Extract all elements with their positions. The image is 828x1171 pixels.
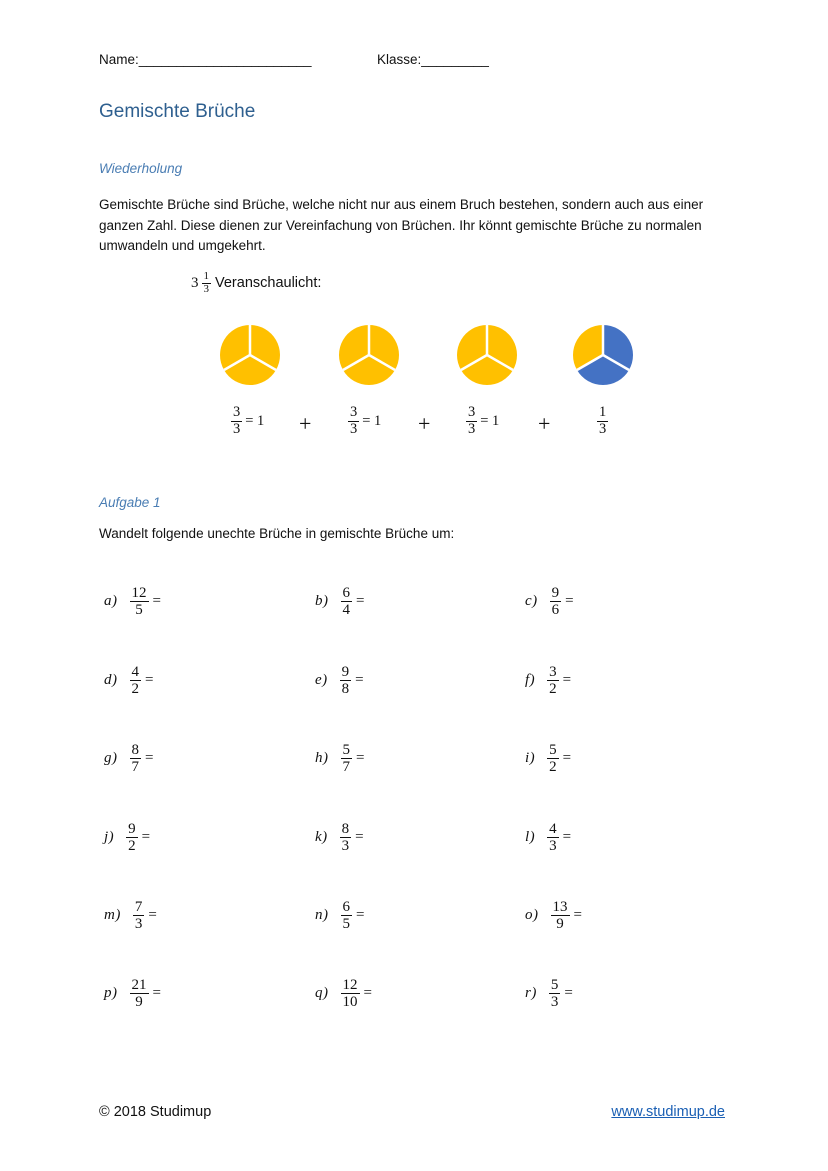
exercise-fraction	[341, 899, 353, 932]
exercise-fraction	[133, 899, 145, 932]
exercise-fraction	[547, 664, 559, 697]
circle-1-numerator: 3	[233, 404, 241, 420]
equals-sign: =	[152, 593, 161, 610]
equals-sign: =	[145, 672, 154, 689]
exercise-item	[315, 977, 372, 1010]
exercise-numerator: 4	[131, 664, 139, 680]
exercise-numerator: 8	[131, 742, 139, 758]
exercise-fraction	[130, 977, 149, 1010]
exercise-label: j)	[104, 829, 115, 846]
exercise-numerator: 5	[342, 742, 350, 758]
review-heading: Wiederholung	[99, 161, 183, 176]
exercise-label: h)	[315, 750, 329, 767]
exercise-fraction	[130, 585, 149, 618]
exercise-denominator: 10	[342, 994, 358, 1011]
exercise-numerator: 7	[134, 899, 143, 915]
circle-4-denominator: 3	[599, 420, 607, 437]
exercise-label: p)	[104, 985, 118, 1002]
page-title: Gemischte Brüche	[99, 101, 256, 122]
equals-sign: =	[356, 907, 365, 924]
example-denominator: 3	[203, 282, 209, 295]
circle-fraction-4	[594, 405, 611, 437]
exercise-label: b)	[315, 593, 329, 610]
equals-sign: =	[355, 829, 364, 846]
exercise-item	[525, 664, 571, 697]
exercise-denominator: 9	[135, 994, 143, 1011]
equals-sign: =	[564, 985, 573, 1002]
exercise-item	[525, 585, 574, 618]
exercise-label: g)	[104, 750, 118, 767]
exercise-denominator: 2	[131, 681, 139, 698]
equals-sign: =	[562, 750, 572, 767]
exercise-fraction	[550, 585, 562, 618]
exercise-label: a)	[104, 593, 118, 610]
circle-1-result: = 1	[245, 412, 265, 429]
circle-fraction-2	[345, 405, 381, 437]
exercise-numerator: 9	[551, 585, 560, 601]
exercise-fraction	[341, 977, 360, 1010]
exercise-denominator: 2	[128, 838, 136, 855]
exercise-item	[315, 585, 364, 618]
class-field-label: Klasse:_________	[377, 52, 489, 67]
exercise-denominator: 3	[341, 838, 350, 855]
circle-3-numerator: 3	[468, 404, 476, 420]
circle-3-denominator: 3	[468, 420, 476, 437]
circle-4-numerator: 1	[599, 404, 607, 420]
circle-1-denominator: 3	[233, 420, 241, 437]
exercise-denominator: 5	[135, 602, 143, 619]
exercise-numerator: 5	[550, 977, 559, 993]
exercise-fraction	[340, 664, 352, 697]
plus-sign: +	[538, 411, 551, 436]
task-instruction: Wandelt folgende unechte Brüche in gemischte Brüche um:	[99, 526, 455, 541]
equals-sign: =	[145, 750, 154, 767]
exercise-denominator: 2	[549, 681, 557, 698]
equals-sign: =	[355, 672, 364, 689]
exercise-label: d)	[104, 672, 118, 689]
example-fraction	[202, 271, 212, 296]
example-label: Veranschaulicht:	[215, 275, 322, 292]
exercise-denominator: 3	[134, 916, 143, 933]
equals-sign: =	[356, 593, 365, 610]
equals-sign: =	[141, 829, 151, 846]
exercise-item	[315, 821, 364, 854]
equals-sign: =	[573, 907, 582, 924]
exercise-label: m)	[104, 907, 121, 924]
example-whole: 3	[191, 274, 199, 291]
exercise-item	[525, 899, 582, 932]
exercise-denominator: 8	[341, 681, 350, 698]
exercise-label: r)	[525, 985, 537, 1002]
exercise-numerator: 9	[341, 664, 350, 680]
equals-sign: =	[562, 672, 572, 689]
exercise-fraction	[547, 821, 559, 854]
exercise-denominator: 2	[549, 759, 557, 776]
equals-sign: =	[363, 985, 372, 1002]
equals-sign: =	[152, 985, 161, 1002]
exercise-fraction	[341, 742, 353, 775]
review-paragraph: Gemischte Brüche sind Brüche, welche nicht nur aus einem Bruch bestehen, sondern auch aus einer ganzen Zahl. Diese dienen zur Vereinfachung von Brüchen. Ihr könnt gemischte Brüche zu normalen umwandeln und umgekehrt.	[99, 197, 704, 253]
exercise-denominator: 5	[342, 916, 350, 933]
exercise-numerator: 5	[549, 742, 557, 758]
exercise-item	[104, 742, 153, 775]
exercise-item	[315, 899, 364, 932]
plus-sign: +	[299, 411, 312, 436]
exercise-fraction	[547, 742, 559, 775]
exercise-denominator: 9	[556, 916, 564, 933]
equals-sign: =	[562, 829, 572, 846]
exercise-item	[315, 664, 364, 697]
exercise-denominator: 4	[342, 602, 350, 619]
exercise-fraction	[551, 899, 570, 932]
fraction-circles	[210, 318, 650, 398]
exercise-numerator: 8	[341, 821, 350, 837]
exercise-fraction	[549, 977, 561, 1010]
exercise-item	[104, 821, 150, 854]
exercise-fraction	[341, 585, 353, 618]
plus-sign: +	[418, 411, 431, 436]
exercise-numerator: 3	[549, 664, 557, 680]
exercise-denominator: 7	[342, 759, 350, 776]
exercise-numerator: 4	[549, 821, 557, 837]
circle-3-result: = 1	[480, 412, 500, 429]
exercise-denominator: 6	[551, 602, 560, 619]
equals-sign: =	[148, 907, 157, 924]
fraction-circle	[457, 325, 517, 385]
exercise-label: n)	[315, 907, 329, 924]
mixed-number-example	[191, 271, 321, 296]
fraction-circle	[573, 325, 633, 385]
exercise-fraction	[340, 821, 352, 854]
exercise-item	[525, 821, 571, 854]
exercise-denominator: 3	[549, 838, 557, 855]
website-link[interactable]: www.studimup.de	[611, 1104, 725, 1120]
exercise-fraction	[130, 742, 142, 775]
exercise-numerator: 6	[342, 585, 350, 601]
exercise-label: q)	[315, 985, 329, 1002]
exercise-numerator: 13	[552, 899, 568, 915]
exercise-denominator: 7	[131, 759, 139, 776]
exercise-numerator: 9	[128, 821, 136, 837]
circle-2-numerator: 3	[350, 404, 358, 420]
task-heading: Aufgabe 1	[99, 495, 161, 510]
copyright: © 2018 Studimup	[99, 1104, 212, 1120]
circle-2-denominator: 3	[350, 420, 358, 437]
exercise-item	[525, 977, 573, 1010]
exercise-numerator: 12	[342, 977, 358, 993]
example-numerator: 1	[203, 270, 209, 282]
exercise-label: k)	[315, 829, 328, 846]
exercise-numerator: 6	[342, 899, 350, 915]
exercise-fraction	[130, 664, 142, 697]
exercise-item	[104, 664, 153, 697]
exercise-fraction	[126, 821, 138, 854]
name-field-label: Name:_______________________	[99, 52, 312, 67]
exercise-item	[104, 585, 161, 618]
fraction-circle	[220, 325, 280, 385]
fraction-circle	[339, 325, 399, 385]
exercise-label: i)	[525, 750, 536, 767]
exercise-item	[525, 742, 571, 775]
exercise-label: c)	[525, 593, 538, 610]
circle-2-result: = 1	[362, 412, 382, 429]
exercise-denominator: 3	[550, 994, 559, 1011]
exercise-item	[104, 977, 161, 1010]
exercise-numerator: 12	[131, 585, 147, 601]
exercise-item	[104, 899, 157, 932]
exercise-numerator: 21	[131, 977, 147, 993]
exercise-label: e)	[315, 672, 328, 689]
equals-sign: =	[565, 593, 574, 610]
exercise-label: f)	[525, 672, 536, 689]
circle-fraction-3	[463, 405, 499, 437]
circle-fraction-1	[228, 405, 264, 437]
exercise-label: o)	[525, 907, 539, 924]
exercise-item	[315, 742, 364, 775]
exercise-label: l)	[525, 829, 536, 846]
equals-sign: =	[356, 750, 365, 767]
